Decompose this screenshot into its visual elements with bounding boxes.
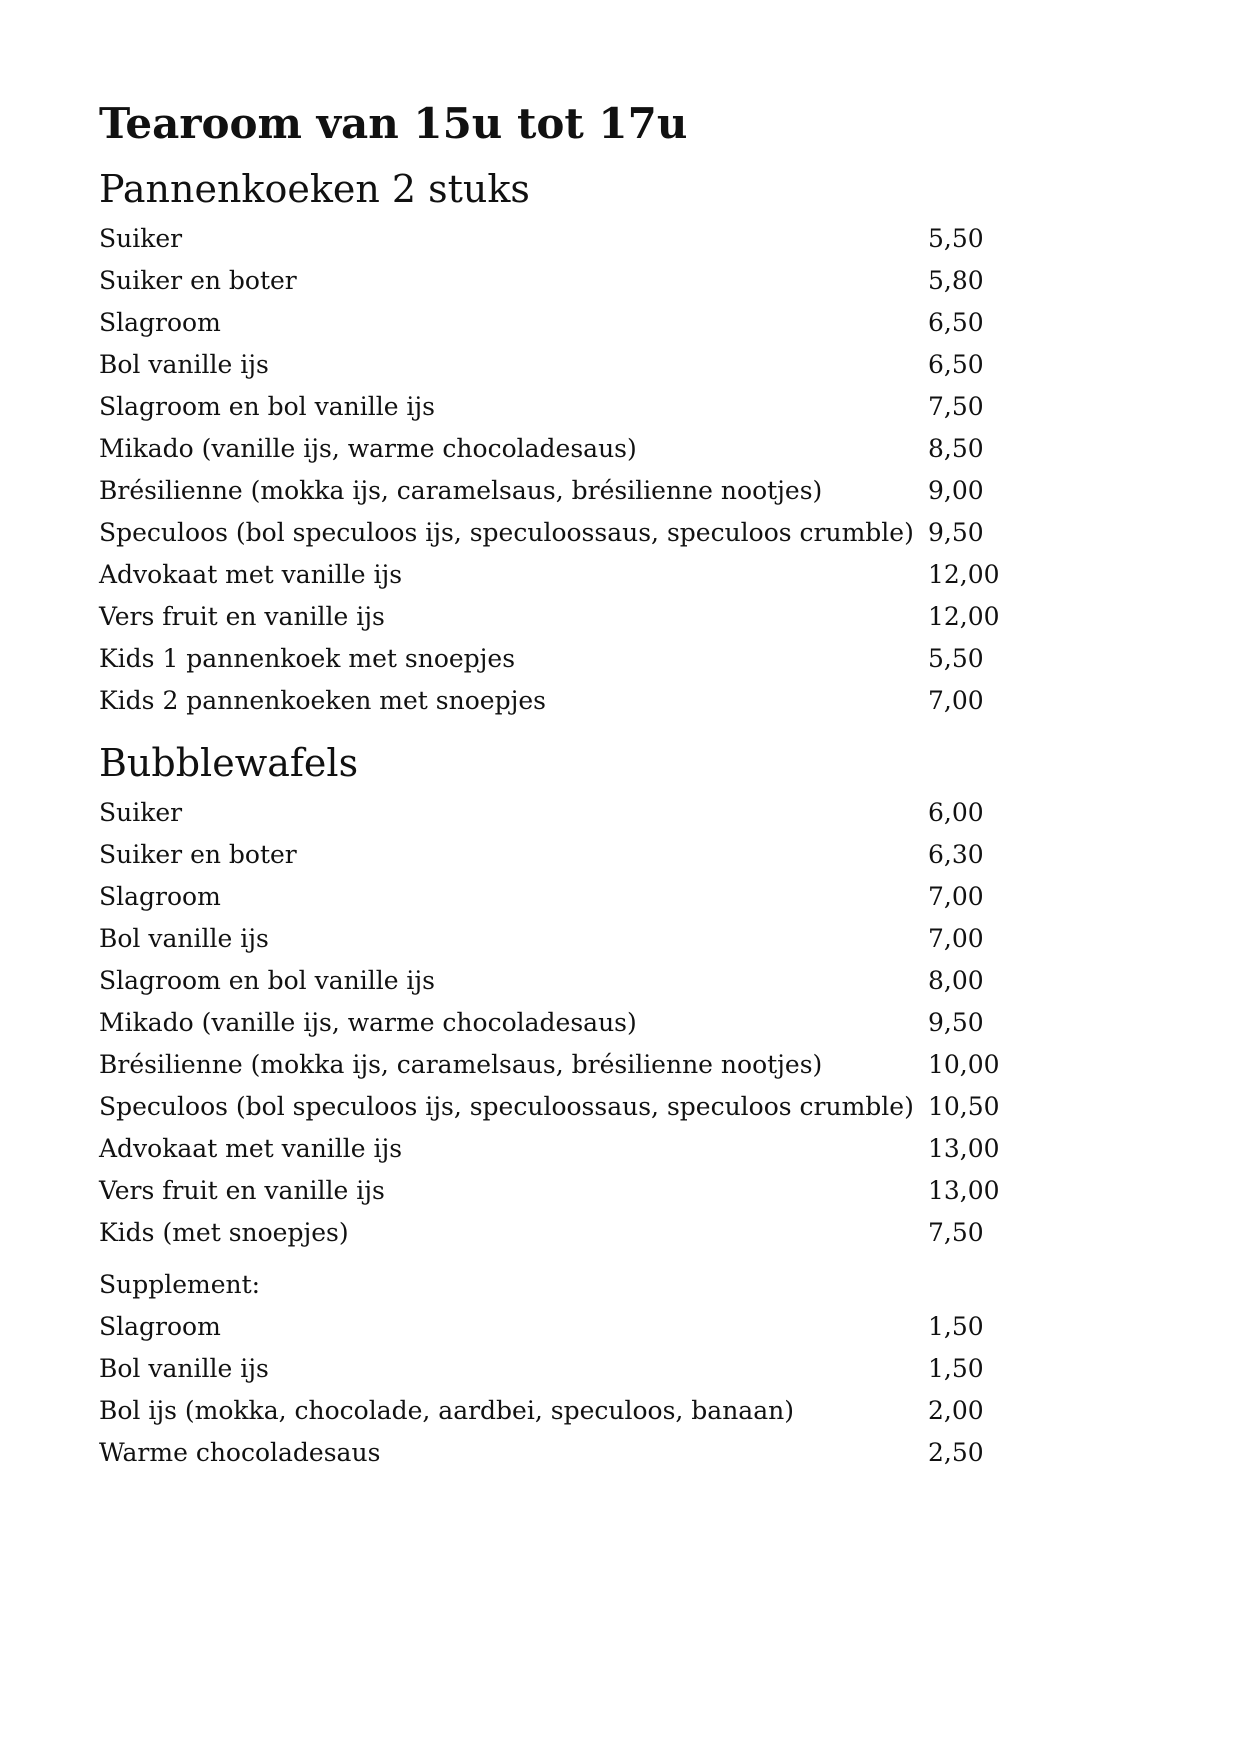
list-item xyxy=(99,918,1159,960)
list-item xyxy=(99,1044,1159,1086)
item-price: 8,00 xyxy=(928,966,984,995)
item-price: 7,00 xyxy=(928,882,984,911)
item-name: Warme chocoladesaus xyxy=(99,1438,381,1467)
item-price: 12,00 xyxy=(928,560,1000,589)
list-item xyxy=(99,1348,1159,1390)
item-price: 7,50 xyxy=(928,1218,984,1247)
list-item xyxy=(99,1306,1159,1348)
list-item xyxy=(99,1170,1159,1212)
item-price: 7,00 xyxy=(928,924,984,953)
list-item xyxy=(99,680,1159,722)
list-item xyxy=(99,792,1159,834)
list-item xyxy=(99,428,1159,470)
item-name: Advokaat met vanille ijs xyxy=(99,560,403,589)
list-item xyxy=(99,218,1159,260)
item-name: Kids (met snoepjes) xyxy=(99,1218,349,1247)
item-price: 6,50 xyxy=(928,308,984,337)
item-name: Suiker en boter xyxy=(99,266,297,295)
item-name: Suiker en boter xyxy=(99,840,297,869)
item-price: 7,00 xyxy=(928,686,984,715)
menu-page xyxy=(99,88,1159,1474)
item-price: 9,50 xyxy=(928,518,984,547)
item-name: Mikado (vanille ijs, warme chocoladesaus) xyxy=(99,1008,637,1037)
list-item xyxy=(99,960,1159,1002)
supplement-list xyxy=(99,1306,1159,1474)
item-name: Slagroom xyxy=(99,882,221,911)
item-name: Slagroom xyxy=(99,308,221,337)
item-price: 5,80 xyxy=(928,266,984,295)
list-item xyxy=(99,344,1159,386)
item-price: 1,50 xyxy=(928,1312,984,1341)
list-item xyxy=(99,596,1159,638)
pannenkoeken-list xyxy=(99,218,1159,722)
list-item xyxy=(99,386,1159,428)
list-item xyxy=(99,876,1159,918)
item-price: 6,00 xyxy=(928,798,984,827)
list-item xyxy=(99,1086,1159,1128)
item-name: Slagroom xyxy=(99,1312,221,1341)
list-item xyxy=(99,834,1159,876)
item-price: 2,00 xyxy=(928,1396,984,1425)
item-price: 9,00 xyxy=(928,476,984,505)
item-price: 5,50 xyxy=(928,224,984,253)
list-item xyxy=(99,260,1159,302)
item-name: Kids 1 pannenkoek met snoepjes xyxy=(99,644,516,673)
list-item xyxy=(99,302,1159,344)
item-price: 9,50 xyxy=(928,1008,984,1037)
list-item xyxy=(99,1432,1159,1474)
item-name: Bol vanille ijs xyxy=(99,350,269,379)
item-price: 6,30 xyxy=(928,840,984,869)
list-item xyxy=(99,638,1159,680)
item-name: Slagroom en bol vanille ijs xyxy=(99,392,436,421)
list-item xyxy=(99,512,1159,554)
list-item xyxy=(99,1002,1159,1044)
item-price: 6,50 xyxy=(928,350,984,379)
item-name: Suiker xyxy=(99,224,183,253)
item-name: Bol vanille ijs xyxy=(99,1354,269,1383)
list-item xyxy=(99,470,1159,512)
supplement-label: Supplement: xyxy=(99,1270,261,1299)
list-item xyxy=(99,1128,1159,1170)
item-price: 2,50 xyxy=(928,1438,984,1467)
item-name: Mikado (vanille ijs, warme chocoladesaus) xyxy=(99,434,637,463)
item-price: 10,00 xyxy=(928,1050,1000,1079)
item-name: Speculoos (bol speculoos ijs, speculoossaus, speculoos crumble) xyxy=(99,518,914,547)
page-title: Tearoom van 15u tot 17u xyxy=(99,99,688,148)
item-price: 10,50 xyxy=(928,1092,1000,1121)
section-title-bubblewafels: Bubblewafels xyxy=(99,741,359,785)
item-name: Suiker xyxy=(99,798,183,827)
item-price: 5,50 xyxy=(928,644,984,673)
item-name: Slagroom en bol vanille ijs xyxy=(99,966,436,995)
item-price: 13,00 xyxy=(928,1176,1000,1205)
item-price: 7,50 xyxy=(928,392,984,421)
item-price: 8,50 xyxy=(928,434,984,463)
item-price: 1,50 xyxy=(928,1354,984,1383)
item-name: Kids 2 pannenkoeken met snoepjes xyxy=(99,686,546,715)
item-name: Vers fruit en vanille ijs xyxy=(99,602,385,631)
list-item xyxy=(99,1212,1159,1254)
section-title-pannenkoeken: Pannenkoeken 2 stuks xyxy=(99,167,530,211)
item-name: Brésilienne (mokka ijs, caramelsaus, brésilienne nootjes) xyxy=(99,1050,823,1079)
bubblewafels-list xyxy=(99,792,1159,1254)
item-name: Vers fruit en vanille ijs xyxy=(99,1176,385,1205)
item-name: Speculoos (bol speculoos ijs, speculoossaus, speculoos crumble) xyxy=(99,1092,914,1121)
item-price: 12,00 xyxy=(928,602,1000,631)
item-name: Advokaat met vanille ijs xyxy=(99,1134,403,1163)
item-name: Bol vanille ijs xyxy=(99,924,269,953)
item-name: Brésilienne (mokka ijs, caramelsaus, brésilienne nootjes) xyxy=(99,476,823,505)
list-item xyxy=(99,1390,1159,1432)
item-name: Bol ijs (mokka, chocolade, aardbei, speculoos, banaan) xyxy=(99,1396,794,1425)
item-price: 13,00 xyxy=(928,1134,1000,1163)
list-item xyxy=(99,554,1159,596)
